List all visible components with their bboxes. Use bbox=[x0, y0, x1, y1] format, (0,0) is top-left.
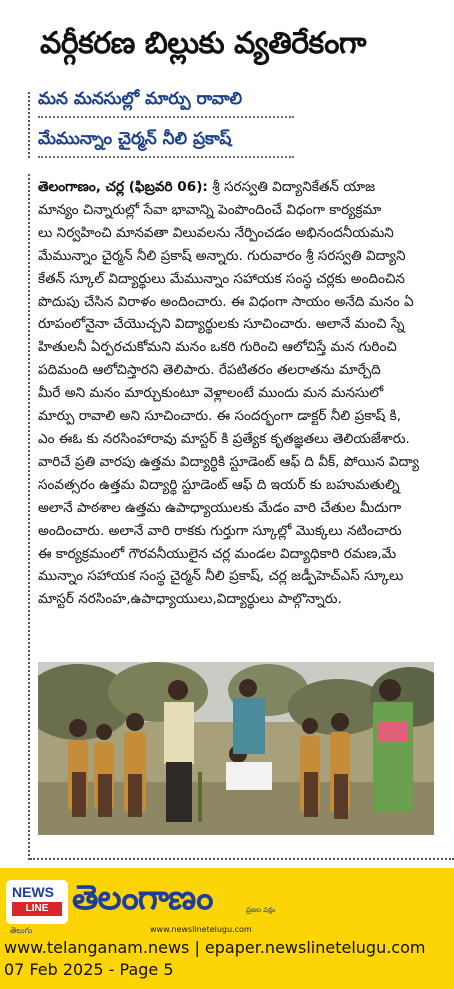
brand-tagline: ప్రజల పక్షం bbox=[246, 906, 276, 914]
body-line: పొదుపు చేసిన విరాళం అందించారు. ఈ విధంగా సాయం అనేది మనం ఏ bbox=[38, 293, 414, 310]
article-line-1 bbox=[38, 176, 436, 199]
body-line: మాస్టర్ నరసింహ,ఉపాధ్యాయులు,విద్యార్థులు పాల్గొన్నారు. bbox=[38, 591, 342, 608]
photo-illustration bbox=[38, 662, 434, 835]
body-line: రూపంలోనైనా చేయొచ్చని విద్యార్థులకు సూచించారు. అలానే మంచి స్నే bbox=[38, 316, 405, 333]
body-line: మేమున్నాం చైర్మన్ నీలి ప్రకాష్ అన్నారు. గురువారం శ్రీ సరస్వతి విద్యాని bbox=[38, 247, 406, 264]
subhead-divider-2 bbox=[38, 156, 294, 158]
subhead-2: మేమున్నాం చైర్మన్ నీలి ప్రకాష్ bbox=[38, 129, 232, 149]
subhead-divider-1 bbox=[38, 116, 294, 118]
body-line: అలానే పాఠశాల ఉత్తమ ఉపాధ్యాయులకు మేడం వారి చేతుల మీదుగా bbox=[38, 499, 402, 516]
article-margin-rule bbox=[28, 174, 30, 860]
body-line: అందించారు. అలానే వారి రాకకు గుర్తుగా స్కూల్లో మొక్కలు నటించారు bbox=[38, 522, 402, 539]
news-photo bbox=[38, 662, 434, 835]
subhead-1: మన మనసుల్లో మార్పు రావాలి bbox=[38, 89, 243, 109]
body-line: కేతన్ స్కూల్ విద్యార్థులు మేమున్నాం సహాయక సంస్థ చర్లకు అందించిన bbox=[38, 270, 405, 287]
headline: వర్గీకరణ బిల్లుకు వ్యతిరేకంగా bbox=[40, 26, 367, 61]
footer-divider bbox=[30, 858, 454, 860]
body-line: పదిమంది ఆలోచిస్తారని తెలిపారు. రేపటితరం తలరాతను మార్చేది bbox=[38, 362, 381, 379]
epaper-footer bbox=[0, 868, 454, 989]
logo-caption: తెలుగు bbox=[10, 926, 33, 935]
body-line: మీరే అని మనం మార్చుకుంటూ వెళ్లాలంటే ముందు మన మనసులో bbox=[38, 385, 384, 402]
body-line: లు నిర్వహించి మానవతా విలువలను నేర్పించడం అభినందనీయమని bbox=[38, 224, 394, 241]
brand-name: తెలంగాణం bbox=[72, 878, 213, 918]
site-links[interactable]: www.telanganam.news | epaper.newslinetelugu.com bbox=[4, 938, 426, 957]
body-line: మాన్యం చిన్నారుల్లో సేవా భావాన్ని పెంపొందించే విధంగా కార్యక్రమా bbox=[38, 201, 382, 218]
logo-line-text: LINE bbox=[12, 902, 62, 916]
dateline: తెలంగాణం, చర్ల (ఫిబ్రవరి 06): bbox=[38, 179, 208, 195]
body-line: ఈ కార్యక్రమంలో గౌరవనీయులైన చర్ల మండల విద్యాధికారి రమణ,మే bbox=[38, 545, 397, 562]
body-line: సంవత్సరం ఉత్తమ విద్యార్థి స్టూడెంట్ ఆఫ్ ది ఇయర్ కు బహుమతుల్ని bbox=[38, 476, 400, 493]
edition-date-page: 07 Feb 2025 - Page 5 bbox=[4, 960, 174, 979]
newsline-logo bbox=[8, 882, 66, 922]
body-line: వారిచే ప్రతి వారపు ఉత్తమ విద్యార్థికి స్టూడెంట్ ఆఫ్ ది వీక్, పోయిన విద్యా bbox=[38, 453, 419, 470]
body-line: హితులనీ ఏర్పరచుకోమని మనం ఒకరి గురించి ఆలోచిస్తే మన గురించి bbox=[38, 339, 397, 356]
logo-news-text: NEWS bbox=[12, 884, 54, 900]
body-line: మున్నాం సహాయక సంస్థ చైర్మన్ నీలి ప్రకాష్, చర్ల జడ్పీహెచ్ఎస్ స్కూలు bbox=[38, 568, 404, 585]
subhead-margin-rule bbox=[28, 92, 30, 158]
body-line: ఎం ఈఓ కు నరసింహారావు మాస్టర్ కి ప్రత్యేక కృతజ్ఞతలు తెలియజేశారు. bbox=[38, 430, 410, 447]
body-line: శ్రీ సరస్వతి విద్యానికేతన్ యాజ bbox=[212, 179, 376, 195]
body-line: మార్పు రావాలి అని సూచించారు. ఈ సందర్భంగా డాక్టర్ నీలి ప్రకాష్ కి, bbox=[38, 408, 402, 425]
brand-url: www.newslinetelugu.com bbox=[150, 925, 252, 934]
article-body bbox=[38, 176, 436, 611]
